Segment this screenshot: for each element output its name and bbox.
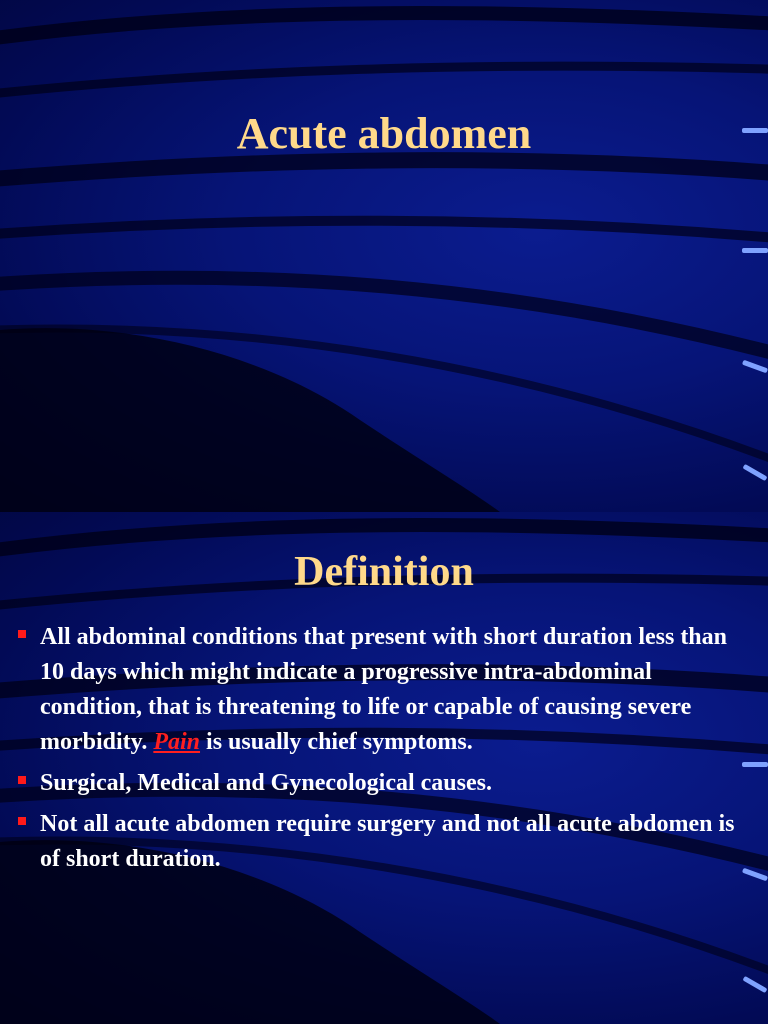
- bullet-text: Surgical, Medical and Gynecological causes.: [40, 770, 492, 796]
- definition-bullet-list: [18, 620, 748, 883]
- bullet-item: [18, 807, 748, 877]
- slide-title-heading: Acute abdomen: [236, 109, 532, 158]
- bullet-square-icon: [18, 817, 26, 825]
- bullet-text: is usually chief symptoms.: [200, 729, 473, 755]
- definition-heading: Definition: [294, 549, 474, 595]
- bullet-square-icon: [18, 630, 26, 638]
- bullet-square-icon: [18, 776, 26, 784]
- bullet-item: [18, 766, 748, 801]
- slide-definition: [0, 512, 768, 1024]
- edge-accent-mark: [742, 248, 768, 253]
- bullet-text: Not all acute abdomen require surgery and not all acute abdomen is of short duration.: [40, 811, 735, 872]
- bullet-text: All abdominal conditions that present with short duration less than 10 days which might indicate a progressive intra-abdominal condition, that is threatening to life or capable of causing severe morbidity.: [40, 624, 727, 755]
- bullet-item: [18, 620, 748, 760]
- pain-highlight-link[interactable]: Pain: [153, 729, 201, 755]
